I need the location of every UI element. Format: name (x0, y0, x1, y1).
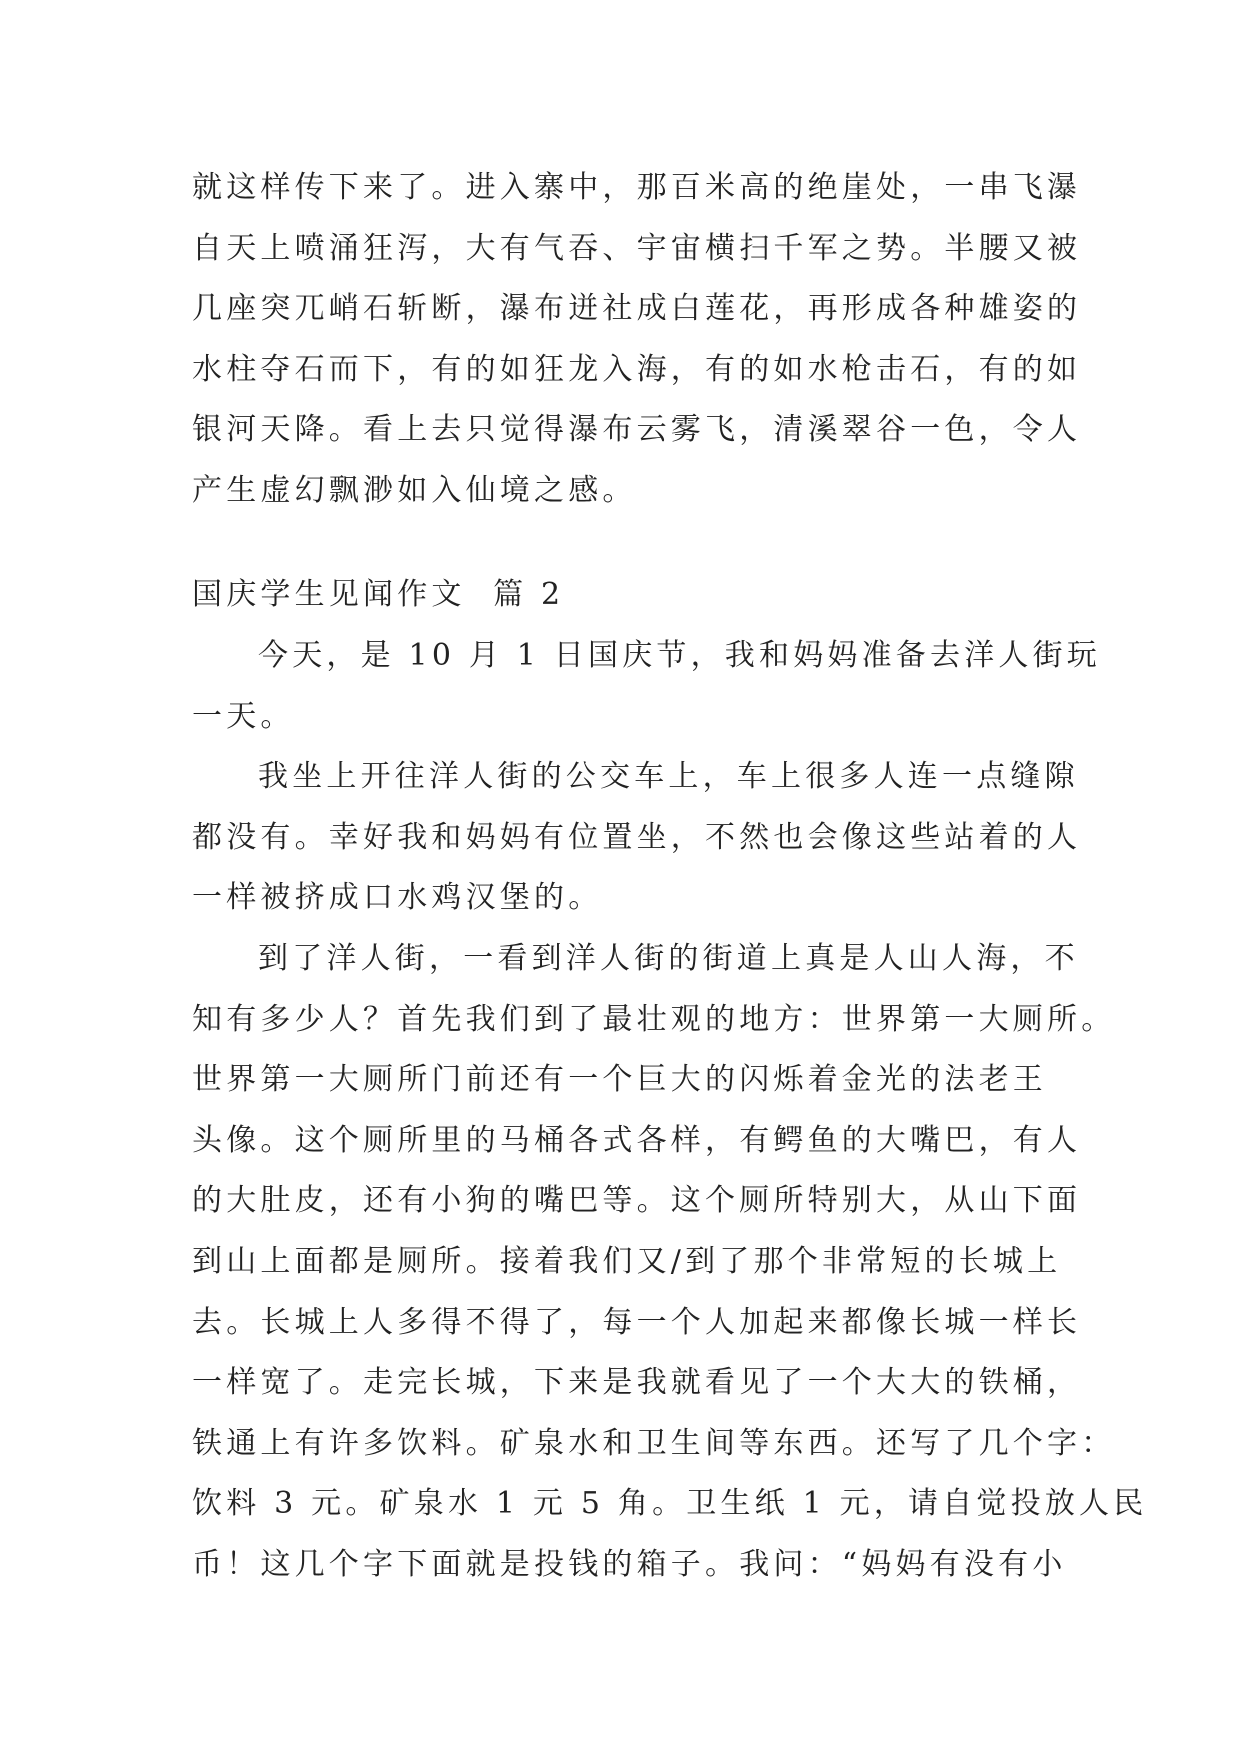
text-line: 自天上喷涌狂泻，大有气吞、宇宙横扫千军之势。半腰又被 (192, 230, 1082, 266)
paragraph-2-line: 一样被挤成口水鸡汉堡的。 (192, 880, 603, 916)
paragraph-1-line: 今天，是 10 月 1 日国庆节，我和妈妈准备去洋人街玩 (258, 638, 1102, 673)
paragraph-3-line: 去。长城上人多得不得了，每一个人加起来都像长城一样长 (192, 1304, 1082, 1340)
paragraph-3-line: 的大肚皮，还有小狗的嘴巴等。这个厕所特别大，从山下面 (192, 1183, 1082, 1219)
paragraph-1-line: 一天。 (192, 698, 295, 734)
paragraph-3-line: 世界第一大厕所门前还有一个巨大的闪烁着金光的法老王 (192, 1062, 1047, 1098)
paragraph-2-line: 都没有。幸好我和妈妈有位置坐，不然也会像这些站着的人 (192, 819, 1082, 855)
section-heading-wrap (192, 565, 1052, 626)
text-line: 几座突兀峭石斩断，瀑布迸社成白莲花，再形成各种雄姿的 (192, 291, 1082, 327)
text-line: 就这样传下来了。进入寨中，那百米高的绝崖处，一串飞瀑 (192, 170, 1082, 205)
essay-body (192, 626, 1148, 1596)
text-line: 产生虚幻飘渺如入仙境之感。 (192, 472, 637, 508)
paragraph-3-line: 饮料 3 元。矿泉水 1 元 5 角。卫生纸 1 元，请自觉投放人民 (192, 1486, 1148, 1522)
paragraph-3-line: 到山上面都是厕所。接着我们又/到了那个非常短的长城上 (192, 1243, 1062, 1279)
paragraph-2-line: 我坐上开往洋人街的公交车上，车上很多人连一点缝隙 (258, 759, 1079, 795)
paragraph-continued (192, 158, 1082, 522)
text-line: 银河天降。看上去只觉得瀑布云雾飞，清溪翠谷一色，令人 (192, 412, 1082, 448)
paragraph-3-line: 铁通上有许多饮料。矿泉水和卫生间等东西。还写了几个字： (192, 1425, 1116, 1461)
paragraph-3-line: 一样宽了。走完长城，下来是我就看见了一个大大的铁桶， (192, 1365, 1082, 1401)
text-line: 水柱夺石而下，有的如狂龙入海，有的如水枪击石，有的如 (192, 351, 1082, 387)
paragraph-3-line: 头像。这个厕所里的马桶各式各样，有鳄鱼的大嘴巴，有人 (192, 1122, 1082, 1158)
paragraph-3-line: 币！这几个字下面就是投钱的箱子。我问：“妈妈有没有小 (192, 1546, 1067, 1582)
paragraph-3-line: 到了洋人街，一看到洋人街的街道上真是人山人海，不 (258, 940, 1079, 976)
section-heading: 国庆学生见闻作文 篇 2 (192, 577, 565, 612)
paragraph-3-line: 知有多少人？首先我们到了最壮观的地方：世界第一大厕所。 (192, 1001, 1116, 1037)
